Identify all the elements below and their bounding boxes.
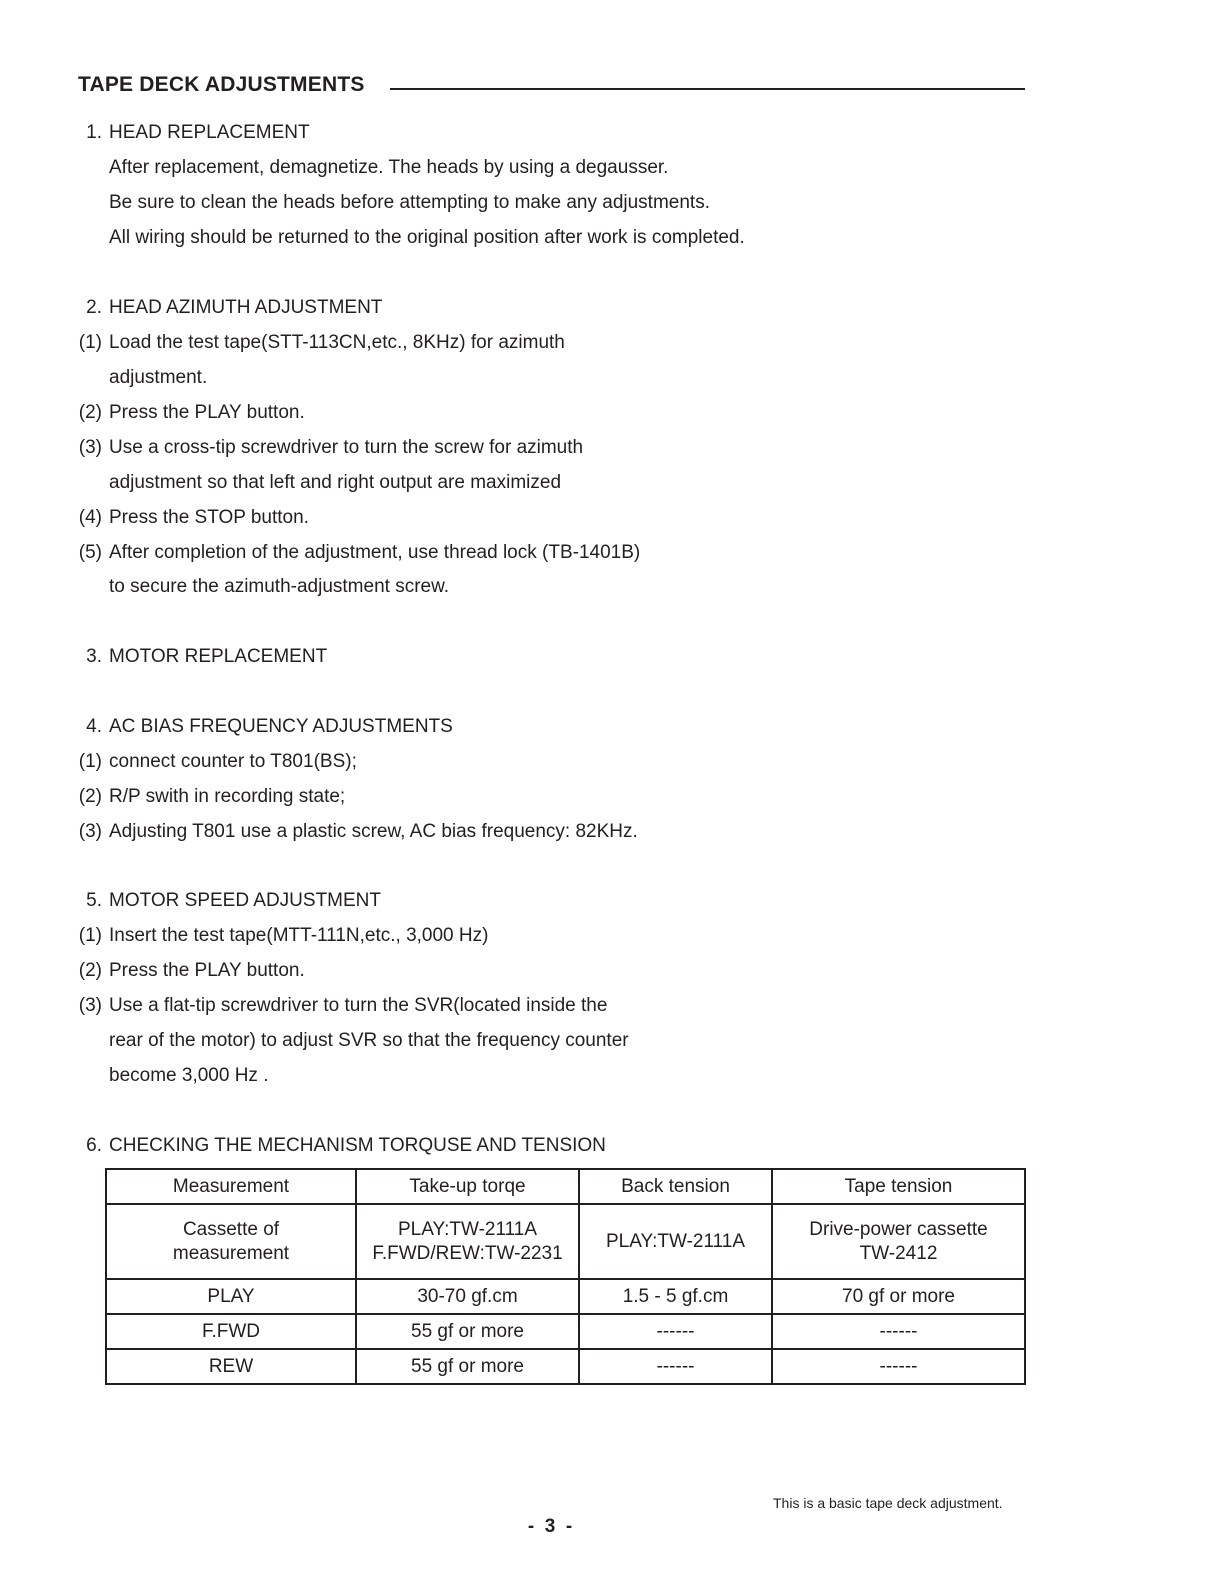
cell-line: F.FWD/REW:TW-2231 — [372, 1242, 563, 1264]
section-number: 2. — [86, 297, 102, 318]
step-marker: (1) — [78, 751, 102, 772]
cell-line: Cassette of — [182, 1218, 280, 1240]
step-text: adjustment. — [109, 367, 208, 388]
title-rule — [390, 88, 1025, 90]
line-text: After replacement, demagnetize. The heads by using a degausser. — [109, 157, 669, 178]
step-text: R/P swith in recording state; — [109, 786, 346, 807]
table-cell: 1.5 - 5 gf.cm — [579, 1279, 772, 1314]
header-cell: Take-up torqe — [356, 1169, 579, 1204]
section-title: MOTOR SPEED ADJUSTMENT — [109, 890, 382, 911]
torque-tension-table — [105, 1168, 1026, 1385]
table-cell: REW — [106, 1349, 356, 1384]
line-text: Be sure to clean the heads before attempting to make any adjustments. — [109, 192, 710, 213]
footnote: This is a basic tape deck adjustment. — [773, 1495, 1003, 1511]
step-text: Press the PLAY button. — [109, 960, 305, 981]
table-row — [106, 1349, 1025, 1384]
step-text: Insert the test tape(MTT-111N,etc., 3,000 Hz) — [109, 925, 489, 946]
header-cell: Tape tension — [772, 1169, 1025, 1204]
step-marker: (1) — [78, 332, 102, 353]
table-row — [106, 1314, 1025, 1349]
step-marker: (2) — [78, 786, 102, 807]
page-number: - 3 - — [527, 1516, 573, 1537]
table-header-row — [106, 1169, 1025, 1204]
step-text: to secure the azimuth-adjustment screw. — [109, 576, 450, 597]
table-cell: PLAY — [106, 1279, 356, 1314]
table-row — [106, 1279, 1025, 1314]
section-number: 1. — [86, 122, 102, 143]
cell-line: PLAY:TW-2111A — [397, 1218, 538, 1240]
section-number: 3. — [86, 646, 102, 667]
cell-line: measurement — [172, 1242, 290, 1264]
step-marker: (4) — [78, 507, 102, 528]
table-cell: 30-70 gf.cm — [356, 1279, 579, 1314]
cell-line: Drive-power cassette — [809, 1218, 988, 1240]
step-marker: (3) — [78, 995, 102, 1016]
step-text: rear of the motor) to adjust SVR so that the frequency counter — [109, 1030, 629, 1051]
section-number: 6. — [86, 1135, 102, 1156]
step-text: Load the test tape(STT-113CN,etc., 8KHz) for azimuth — [109, 332, 565, 353]
step-text: adjustment so that left and right output are maximized — [109, 472, 562, 493]
step-marker: (2) — [78, 960, 102, 981]
step-text: become 3,000 Hz . — [109, 1065, 269, 1086]
header-cell: Back tension — [579, 1169, 772, 1204]
step-text: Use a flat-tip screwdriver to turn the SVR(located inside the — [109, 995, 608, 1016]
table-row — [106, 1204, 1025, 1279]
table-cell: ------ — [579, 1314, 772, 1349]
table-cell: ------ — [772, 1349, 1025, 1384]
table-cell: ------ — [579, 1349, 772, 1384]
header-cell: Measurement — [106, 1169, 356, 1204]
section-title: HEAD AZIMUTH ADJUSTMENT — [109, 297, 383, 318]
step-text: Adjusting T801 use a plastic screw, AC bias frequency: 82KHz. — [109, 821, 638, 842]
section-title: HEAD REPLACEMENT — [109, 122, 310, 143]
table-cell: 55 gf or more — [356, 1349, 579, 1384]
page-title: TAPE DECK ADJUSTMENTS — [78, 73, 365, 96]
step-text: Press the PLAY button. — [109, 402, 305, 423]
line-text: All wiring should be returned to the original position after work is completed. — [109, 227, 745, 248]
step-text: Use a cross-tip screwdriver to turn the screw for azimuth — [109, 437, 584, 458]
section-title: MOTOR REPLACEMENT — [109, 646, 328, 667]
cell-line: TW-2412 — [859, 1242, 938, 1264]
table-cell — [772, 1204, 1025, 1279]
table-cell: 70 gf or more — [772, 1279, 1025, 1314]
section-number: 4. — [86, 716, 102, 737]
table-cell: 55 gf or more — [356, 1314, 579, 1349]
section-title: CHECKING THE MECHANISM TORQUSE AND TENSION — [109, 1135, 606, 1156]
table-cell — [106, 1204, 356, 1279]
step-marker: (3) — [78, 437, 102, 458]
step-text: Press the STOP button. — [109, 507, 309, 528]
section-title: AC BIAS FREQUENCY ADJUSTMENTS — [109, 716, 453, 737]
table-cell — [356, 1204, 579, 1279]
step-text: connect counter to T801(BS); — [109, 751, 357, 772]
step-marker: (1) — [78, 925, 102, 946]
step-marker: (3) — [78, 821, 102, 842]
table-cell: F.FWD — [106, 1314, 356, 1349]
section-number: 5. — [86, 890, 102, 911]
step-marker: (5) — [78, 542, 102, 563]
table-cell: PLAY:TW-2111A — [579, 1204, 772, 1279]
step-marker: (2) — [78, 402, 102, 423]
table-cell: ------ — [772, 1314, 1025, 1349]
step-text: After completion of the adjustment, use thread lock (TB-1401B) — [109, 542, 641, 563]
